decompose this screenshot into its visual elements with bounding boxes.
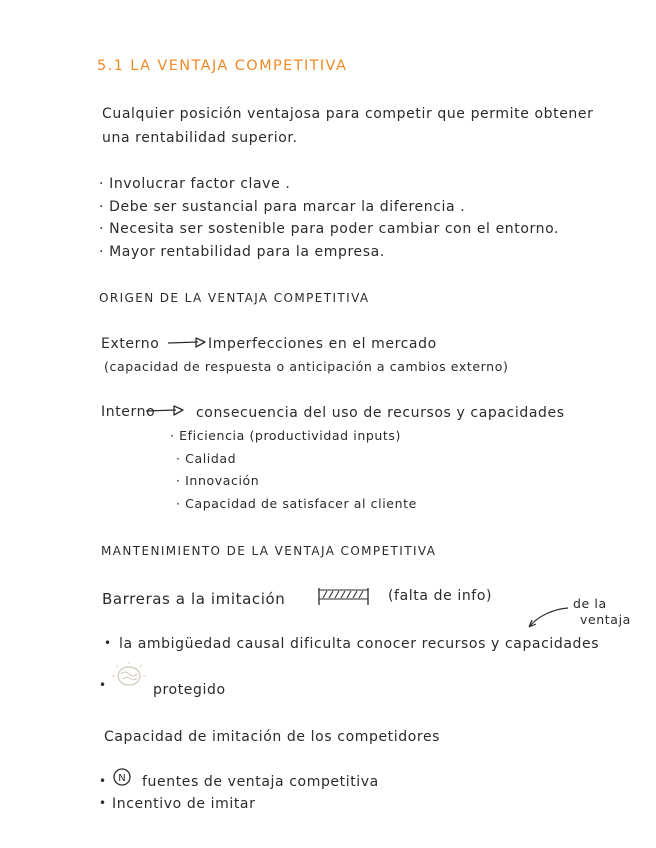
definition-line-2: una rentabilidad superior. — [102, 130, 298, 146]
barriers-note: (falta de info) — [388, 588, 493, 604]
maintenance-heading: MANTENIMIENTO DE LA VENTAJA COMPETITIVA — [101, 544, 437, 558]
n-circle-icon — [111, 767, 133, 787]
internal-item: · Calidad — [176, 451, 237, 466]
ambiguity-text: la ambigüedad causal dificulta conocer recursos y capacidades — [119, 636, 600, 652]
n-circle-letter: N — [118, 773, 126, 784]
internal-item: · Innovación — [176, 473, 260, 488]
external-note: (capacidad de respuesta o anticipación a cambios externo) — [104, 359, 509, 374]
bullet-dot: • — [99, 774, 107, 788]
internal-item: · Eficiencia (productividad inputs) — [170, 428, 401, 443]
feature-item: · Necesita ser sostenible para poder cambiar con el entorno. — [99, 221, 560, 237]
incentive-text: Incentivo de imitar — [112, 796, 256, 812]
side-note-2: ventaja — [580, 612, 631, 627]
feature-item: · Mayor rentabilidad para la empresa. — [99, 244, 385, 260]
brain-icon — [112, 662, 146, 690]
internal-label: Interno — [101, 404, 156, 420]
external-label: Externo — [101, 336, 160, 352]
right-arrow-icon — [144, 404, 186, 418]
imitation-heading: Capacidad de imitación de los competidores — [104, 729, 441, 745]
feature-item: · Involucrar factor clave . — [99, 176, 291, 192]
page-title: 5.1 LA VENTAJA COMPETITIVA — [97, 58, 348, 74]
origin-heading: ORIGEN DE LA VENTAJA COMPETITIVA — [99, 291, 370, 305]
feature-item: · Debe ser sustancial para marcar la diferencia . — [99, 199, 466, 215]
curved-arrow-icon — [526, 604, 572, 630]
barrier-wall-icon — [316, 585, 376, 607]
external-text: Imperfecciones en el mercado — [208, 336, 437, 352]
bullet-dot: • — [104, 636, 112, 650]
internal-item: · Capacidad de satisfacer al cliente — [176, 496, 417, 511]
bullet-dot: • — [99, 678, 107, 692]
barriers-text: Barreras a la imitación — [102, 590, 286, 608]
definition-line-1: Cualquier posición ventajosa para competir que permite obtener — [102, 106, 594, 122]
bullet-dot: • — [99, 796, 107, 810]
side-note-1: de la — [573, 596, 607, 611]
right-arrow-icon — [166, 336, 208, 350]
internal-text: consecuencia del uso de recursos y capacidades — [196, 405, 565, 421]
protected-text: protegido — [153, 682, 226, 698]
sources-text: fuentes de ventaja competitiva — [142, 774, 379, 790]
